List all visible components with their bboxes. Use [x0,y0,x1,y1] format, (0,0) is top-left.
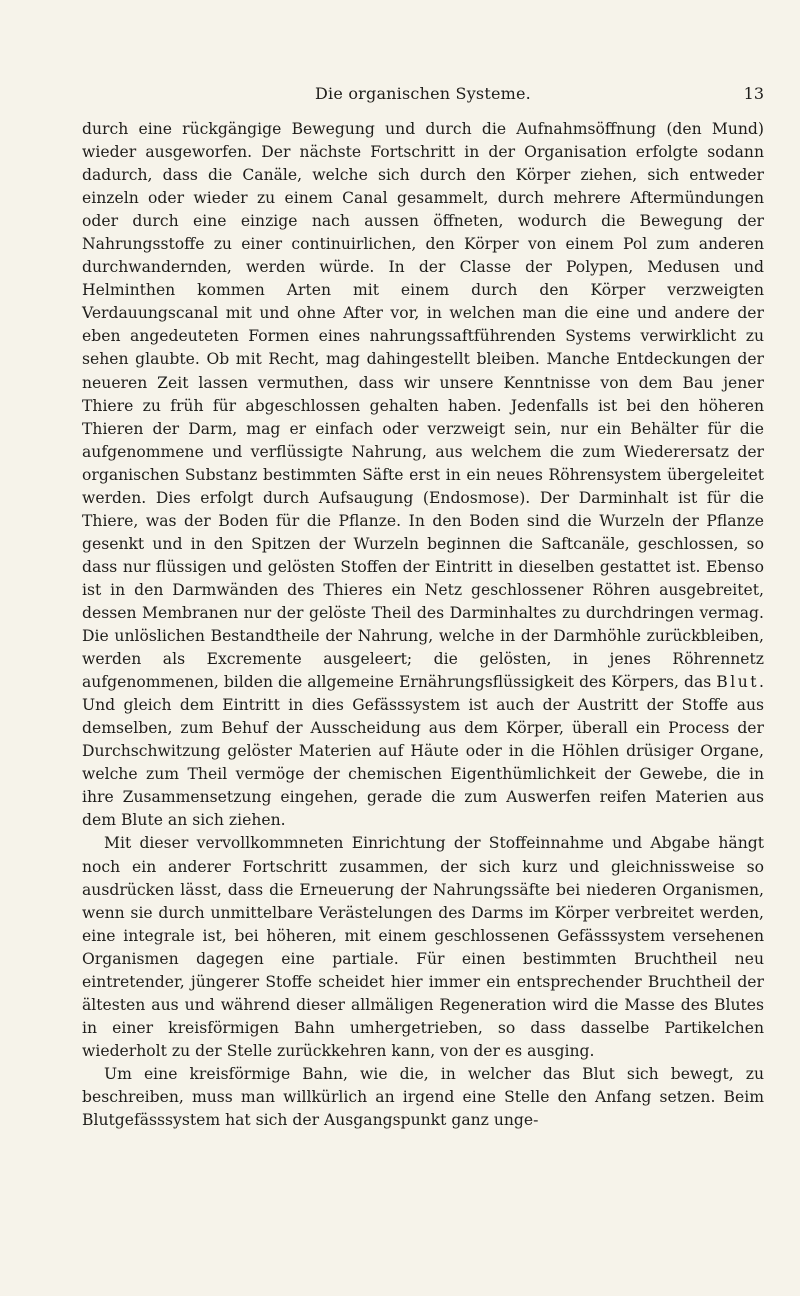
emphasis-blut: Blut [716,673,760,692]
page-number: 13 [743,84,764,103]
paragraph-3: Um eine kreisförmige Bahn, wie die, in welcher das Blut sich bewegt, zu beschreiben, muss man willkürlich an irgend eine Stelle den Anfang setzen. Beim Blutgefässsystem hat sich der Ausgangspunkt ganz unge- [82,1064,764,1130]
running-title: Die organischen Systeme. [315,84,531,103]
paragraph-1 [82,118,764,832]
paragraph-1-text-after: . Und gleich dem Eintritt in dies Gefässsystem ist auch der Austritt der Stoffe aus demselben, zum Behuf der Ausscheidung aus dem Körper, überall ein Process der Durchschwitzung gelöster Materien auf Häute oder in die Höhlen drüsiger Organe, welche zum Theil vermöge der chemischen Eigenthümlichkeit der Gewebe, die in ihre Zusammensetzung eingehen, gerade die zum Auswerfen reifen Materien aus dem Blute an sich ziehen. [82,673,764,830]
paragraph-1-text-before: durch eine rückgängige Bewegung und durch die Aufnahmsöffnung (den Mund) wieder ausgeworfen. Der nächste Fortschritt in der Organisation erfolgte sodann dadurch, dass die Canäle, welche sich durch den Körper ziehen, sich entweder einzeln oder wieder zu einem Canal gesammelt, durch mehrere Aftermündungen oder durch eine einzige nach aussen öffneten, wodurch die Bewegung der Nahrungsstoffe zu einer continuirlichen, den Körper von einem Pol zum anderen durchwandernden, werden würde. In der Classe der Polypen, Medusen und Helminthen kommen Arten mit einem durch den Körper verzweigten Verdauungscanal mit und ohne After vor, in welchen man die eine und andere der eben angedeuteten Formen eines nahrungssaftführenden Systems verwirklicht zu sehen glaubte. Ob mit Recht, mag dahingestellt bleiben. Manche Entdeckungen der neueren Zeit lassen vermuthen, dass wir unsere Kenntnisse von dem Bau jener Thiere zu früh für abgeschlossen gehalten haben. Jedenfalls ist bei den höheren Thieren der Darm, mag er einfach oder verzweigt sein, nur ein Behälter für die aufgenommene und verflüssigte Nahrung, aus welchem die zum Wiederersatz der organischen Substanz bestimmten Säfte erst in ein neues Röhrensystem übergeleitet werden. Dies erfolgt durch Aufsaugung (Endosmose). Der Darminhalt ist für die Thiere, was der Boden für die Pflanze. In den Boden sind die Wurzeln der Pflanze gesenkt und in den Spitzen der Wurzeln beginnen die Saftcanäle, geschlossen, so dass nur flüssigen und gelösten Stoffen der Eintritt in dieselben gestattet ist. Ebenso ist in den Darmwänden des Thieres ein Netz geschlossener Röhren ausgebreitet, dessen Membranen nur der gelöste Theil des Darminhaltes zu durchdringen vermag. Die unlöslichen Bestandtheile der Nahrung, welche in der Darmhöhle zurückbleiben, werden als Excremente ausgeleert; die gelösten, in jenes Röhrennetz aufgenommenen, bilden die allgemeine Ernährungsflüssigkeit des Körpers, das [82,120,764,692]
paragraph-2: Mit dieser vervollkommneten Einrichtung der Stoffeinnahme und Abgabe hängt noch ein anderer Fortschritt zusammen, der sich kurz und gleichnissweise so ausdrücken lässt, dass die Erneuerung der Nahrungssäfte bei niederen Organismen, wenn sie durch unmittelbare Verästelungen des Darms im Körper verbreitet werden, eine integrale ist, bei höheren, mit einem geschlossenen Gefässsystem versehenen Organismen dagegen eine partiale. Für einen bestimmten Bruchtheil neu eintretender, jüngerer Stoffe scheidet hier immer ein entsprechender Bruchtheil der ältesten aus und während dieser allmäligen Regeneration wird die Masse des Blutes in einer kreisförmigen Bahn umhergetrieben, so dass dasselbe Partikelchen wiederholt zu der Stelle zurückkehren kann, von der es ausging. [82,834,764,1060]
body-text [82,118,764,1132]
page-header [82,84,764,106]
